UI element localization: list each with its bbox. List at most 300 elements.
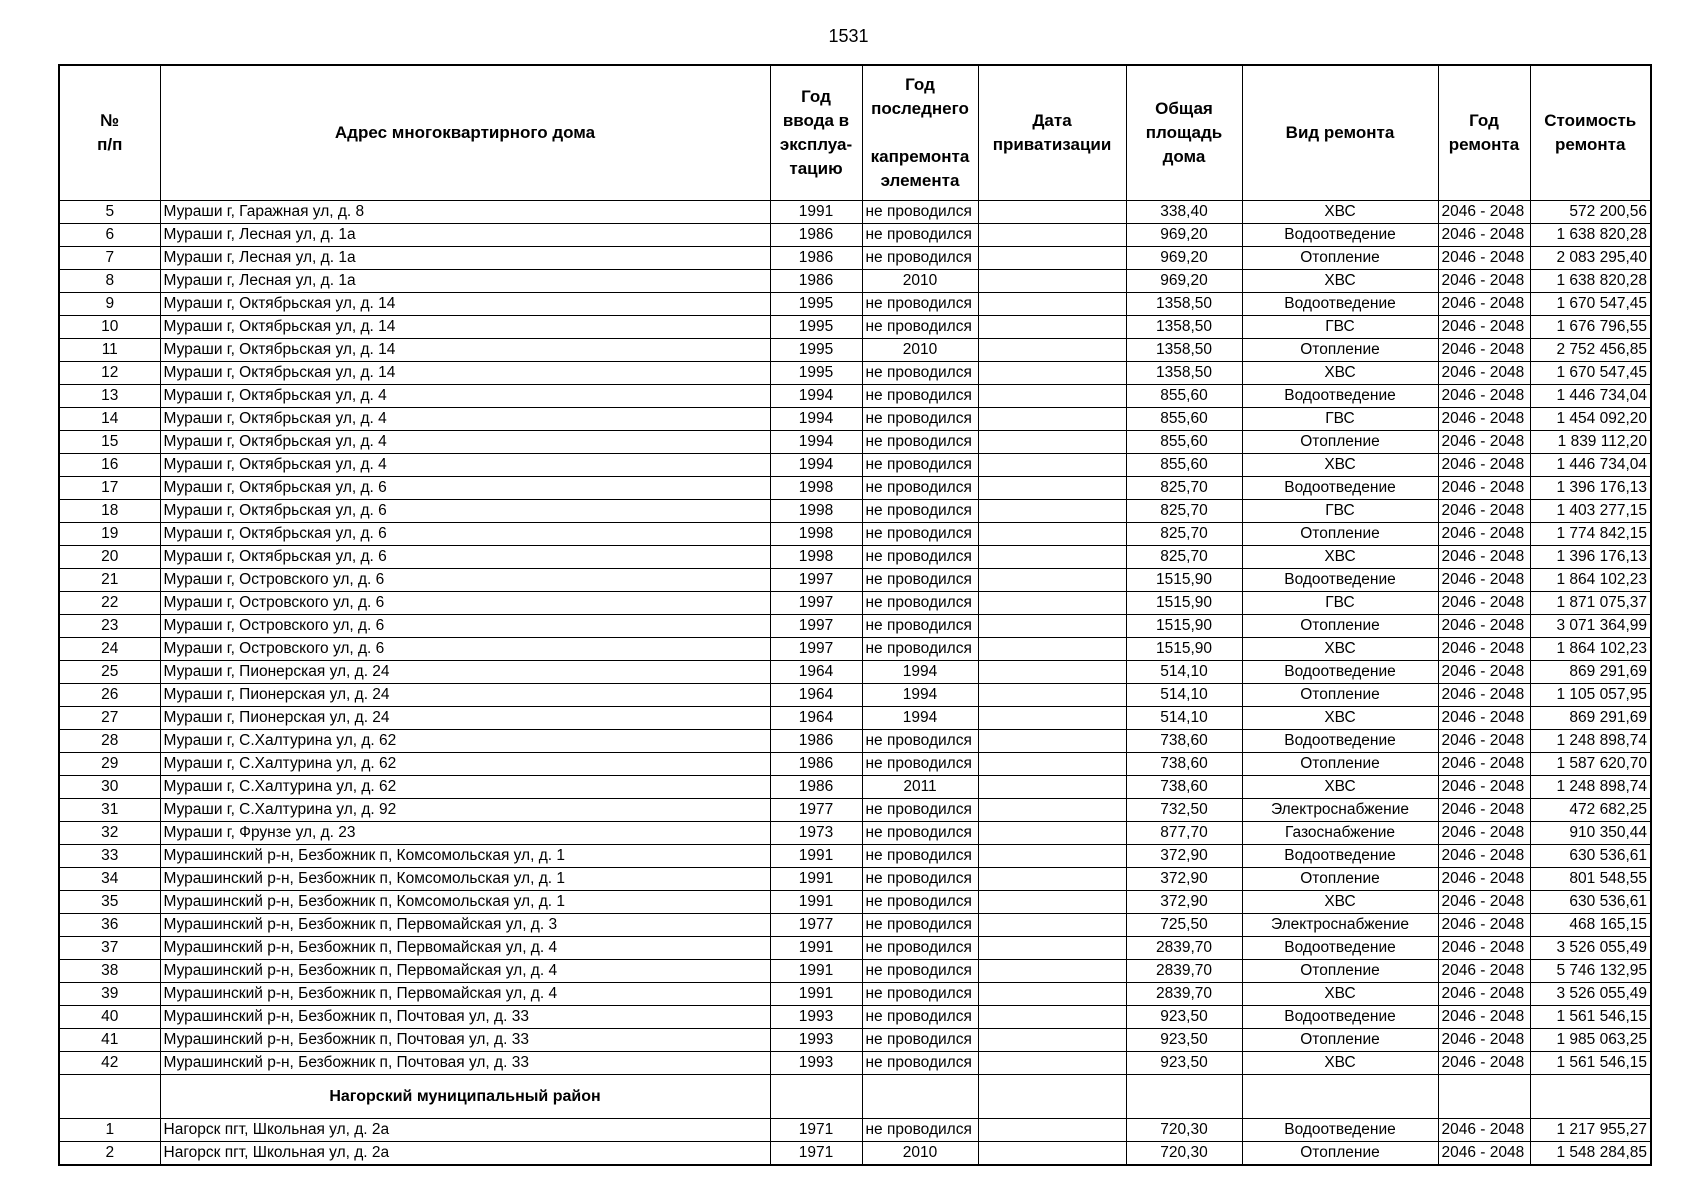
header-line: Год bbox=[905, 75, 935, 94]
row-repair-year: 2046 - 2048 bbox=[1438, 914, 1530, 937]
row-year-last-repair: не проводился bbox=[862, 247, 978, 270]
row-area: 1515,90 bbox=[1126, 592, 1242, 615]
table-row bbox=[59, 592, 1651, 615]
row-address: Мураши г, Фрунзе ул, д. 23 bbox=[160, 822, 770, 845]
row-number: 37 bbox=[59, 937, 160, 960]
row-address: Мураши г, Пионерская ул, д. 24 bbox=[160, 707, 770, 730]
row-cost: 1 446 734,04 bbox=[1530, 454, 1651, 477]
table-row bbox=[59, 1142, 1651, 1166]
row-privatization bbox=[978, 937, 1126, 960]
row-privatization bbox=[978, 500, 1126, 523]
row-number: 31 bbox=[59, 799, 160, 822]
row-cost: 2 083 295,40 bbox=[1530, 247, 1651, 270]
row-repair-year: 2046 - 2048 bbox=[1438, 707, 1530, 730]
row-year-commission: 1973 bbox=[770, 822, 862, 845]
row-number: 22 bbox=[59, 592, 160, 615]
row-repair-type: ГВС bbox=[1242, 408, 1438, 431]
row-repair-type: Отопление bbox=[1242, 615, 1438, 638]
row-repair-year: 2046 - 2048 bbox=[1438, 500, 1530, 523]
row-year-last-repair: не проводился bbox=[862, 592, 978, 615]
row-area: 855,60 bbox=[1126, 385, 1242, 408]
row-year-commission: 1997 bbox=[770, 638, 862, 661]
row-repair-type: ХВС bbox=[1242, 776, 1438, 799]
row-year-last-repair: не проводился bbox=[862, 454, 978, 477]
row-repair-year: 2046 - 2048 bbox=[1438, 1029, 1530, 1052]
header-line: п/п bbox=[97, 135, 123, 154]
row-repair-type: Водоотведение bbox=[1242, 224, 1438, 247]
row-address: Мураши г, С.Халтурина ул, д. 62 bbox=[160, 753, 770, 776]
row-repair-type: ХВС bbox=[1242, 546, 1438, 569]
row-year-last-repair: не проводился bbox=[862, 431, 978, 454]
row-repair-year: 2046 - 2048 bbox=[1438, 822, 1530, 845]
row-cost: 1 638 820,28 bbox=[1530, 224, 1651, 247]
row-cost: 1 217 955,27 bbox=[1530, 1119, 1651, 1142]
row-year-commission: 1977 bbox=[770, 914, 862, 937]
row-year-last-repair: не проводился bbox=[862, 546, 978, 569]
row-repair-type: Отопление bbox=[1242, 1142, 1438, 1166]
row-number: 42 bbox=[59, 1052, 160, 1075]
table-row bbox=[59, 684, 1651, 707]
row-area: 514,10 bbox=[1126, 707, 1242, 730]
row-repair-type: Водоотведение bbox=[1242, 1006, 1438, 1029]
row-cost: 572 200,56 bbox=[1530, 201, 1651, 224]
repair-register-table bbox=[58, 64, 1652, 1166]
row-privatization bbox=[978, 592, 1126, 615]
row-repair-type: Электроснабжение bbox=[1242, 799, 1438, 822]
row-number: 14 bbox=[59, 408, 160, 431]
table-row bbox=[59, 799, 1651, 822]
row-address: Мураши г, Октябрьская ул, д. 4 bbox=[160, 385, 770, 408]
header-privatization bbox=[978, 65, 1126, 201]
header-line: дома bbox=[1162, 147, 1206, 166]
header-line bbox=[866, 121, 975, 145]
row-privatization bbox=[978, 684, 1126, 707]
row-repair-year: 2046 - 2048 bbox=[1438, 799, 1530, 822]
table-row bbox=[59, 569, 1651, 592]
row-year-last-repair: не проводился bbox=[862, 201, 978, 224]
row-year-commission: 1991 bbox=[770, 937, 862, 960]
row-area: 720,30 bbox=[1126, 1142, 1242, 1166]
row-privatization bbox=[978, 293, 1126, 316]
row-repair-year: 2046 - 2048 bbox=[1438, 592, 1530, 615]
row-repair-type: Водоотведение bbox=[1242, 845, 1438, 868]
row-year-commission: 1998 bbox=[770, 523, 862, 546]
row-address: Мураши г, Островского ул, д. 6 bbox=[160, 615, 770, 638]
row-year-last-repair: 2010 bbox=[862, 270, 978, 293]
row-year-commission: 1991 bbox=[770, 845, 862, 868]
row-year-commission: 1993 bbox=[770, 1029, 862, 1052]
row-repair-type: Водоотведение bbox=[1242, 937, 1438, 960]
row-number: 9 bbox=[59, 293, 160, 316]
row-privatization bbox=[978, 799, 1126, 822]
header-year-commission bbox=[770, 65, 862, 201]
row-area: 923,50 bbox=[1126, 1029, 1242, 1052]
row-repair-year: 2046 - 2048 bbox=[1438, 983, 1530, 1006]
row-year-last-repair: 2010 bbox=[862, 339, 978, 362]
row-number: 20 bbox=[59, 546, 160, 569]
row-privatization bbox=[978, 845, 1126, 868]
table-body-nagorsk bbox=[59, 1119, 1651, 1166]
table-row bbox=[59, 247, 1651, 270]
row-repair-type: Отопление bbox=[1242, 523, 1438, 546]
row-number: 2 bbox=[59, 1142, 160, 1166]
table-row bbox=[59, 500, 1651, 523]
row-year-commission: 1991 bbox=[770, 983, 862, 1006]
row-cost: 1 561 546,15 bbox=[1530, 1006, 1651, 1029]
row-cost: 5 746 132,95 bbox=[1530, 960, 1651, 983]
header-line: Год bbox=[1469, 111, 1499, 130]
row-address: Мураши г, Лесная ул, д. 1а bbox=[160, 224, 770, 247]
row-year-last-repair: не проводился bbox=[862, 983, 978, 1006]
table-row bbox=[59, 546, 1651, 569]
row-cost: 869 291,69 bbox=[1530, 661, 1651, 684]
row-area: 2839,70 bbox=[1126, 983, 1242, 1006]
row-address: Мурашинский р-н, Безбожник п, Первомайская ул, д. 4 bbox=[160, 937, 770, 960]
row-repair-type: ХВС bbox=[1242, 201, 1438, 224]
row-year-commission: 1998 bbox=[770, 546, 862, 569]
row-year-commission: 1964 bbox=[770, 707, 862, 730]
header-line: приватизации bbox=[992, 135, 1112, 154]
row-area: 923,50 bbox=[1126, 1006, 1242, 1029]
row-number: 34 bbox=[59, 868, 160, 891]
row-year-last-repair: не проводился bbox=[862, 523, 978, 546]
row-address: Мурашинский р-н, Безбожник п, Почтовая ул, д. 33 bbox=[160, 1029, 770, 1052]
row-address: Мурашинский р-н, Безбожник п, Первомайская ул, д. 4 bbox=[160, 960, 770, 983]
row-address: Мураши г, Пионерская ул, д. 24 bbox=[160, 661, 770, 684]
row-cost: 1 587 620,70 bbox=[1530, 753, 1651, 776]
row-area: 1515,90 bbox=[1126, 569, 1242, 592]
row-address: Мураши г, Октябрьская ул, д. 14 bbox=[160, 293, 770, 316]
row-cost: 1 248 898,74 bbox=[1530, 776, 1651, 799]
row-privatization bbox=[978, 615, 1126, 638]
row-repair-year: 2046 - 2048 bbox=[1438, 1119, 1530, 1142]
table-row bbox=[59, 523, 1651, 546]
row-repair-type: ХВС bbox=[1242, 1052, 1438, 1075]
header-line: эксплуа- bbox=[779, 135, 853, 154]
header-line: № bbox=[100, 111, 120, 130]
table-row bbox=[59, 477, 1651, 500]
row-area: 855,60 bbox=[1126, 408, 1242, 431]
row-address: Мураши г, Октябрьская ул, д. 4 bbox=[160, 454, 770, 477]
row-repair-type: Водоотведение bbox=[1242, 1119, 1438, 1142]
row-address: Мураши г, Островского ул, д. 6 bbox=[160, 638, 770, 661]
header-line: Дата bbox=[1032, 111, 1072, 130]
row-repair-type: Электроснабжение bbox=[1242, 914, 1438, 937]
row-repair-year: 2046 - 2048 bbox=[1438, 891, 1530, 914]
row-area: 338,40 bbox=[1126, 201, 1242, 224]
row-repair-type: Водоотведение bbox=[1242, 661, 1438, 684]
row-repair-year: 2046 - 2048 bbox=[1438, 546, 1530, 569]
row-area: 1515,90 bbox=[1126, 615, 1242, 638]
row-repair-type: ХВС bbox=[1242, 270, 1438, 293]
row-repair-year: 2046 - 2048 bbox=[1438, 316, 1530, 339]
row-privatization bbox=[978, 822, 1126, 845]
row-year-commission: 1977 bbox=[770, 799, 862, 822]
row-repair-year: 2046 - 2048 bbox=[1438, 1006, 1530, 1029]
row-cost: 1 396 176,13 bbox=[1530, 546, 1651, 569]
row-number: 19 bbox=[59, 523, 160, 546]
row-area: 738,60 bbox=[1126, 776, 1242, 799]
row-year-last-repair: не проводился bbox=[862, 362, 978, 385]
row-number: 26 bbox=[59, 684, 160, 707]
header-line: Год bbox=[801, 87, 831, 106]
row-address: Мураши г, Островского ул, д. 6 bbox=[160, 569, 770, 592]
row-address: Мураши г, Октябрьская ул, д. 6 bbox=[160, 477, 770, 500]
row-cost: 869 291,69 bbox=[1530, 707, 1651, 730]
row-year-last-repair: не проводился bbox=[862, 822, 978, 845]
row-number: 36 bbox=[59, 914, 160, 937]
row-address: Мураши г, С.Халтурина ул, д. 62 bbox=[160, 776, 770, 799]
table-row bbox=[59, 845, 1651, 868]
row-address: Мурашинский р-н, Безбожник п, Комсомольская ул, д. 1 bbox=[160, 891, 770, 914]
row-number: 32 bbox=[59, 822, 160, 845]
row-year-commission: 1994 bbox=[770, 454, 862, 477]
row-year-last-repair: не проводился bbox=[862, 385, 978, 408]
row-privatization bbox=[978, 270, 1126, 293]
row-number: 33 bbox=[59, 845, 160, 868]
header-line: Вид ремонта bbox=[1285, 123, 1395, 142]
row-repair-year: 2046 - 2048 bbox=[1438, 293, 1530, 316]
row-repair-type: Отопление bbox=[1242, 431, 1438, 454]
row-year-commission: 1995 bbox=[770, 316, 862, 339]
row-repair-type: Водоотведение bbox=[1242, 385, 1438, 408]
header-line: Адрес многоквартирного дома bbox=[334, 123, 596, 142]
row-number: 40 bbox=[59, 1006, 160, 1029]
row-address: Мураши г, Октябрьская ул, д. 14 bbox=[160, 362, 770, 385]
table-row bbox=[59, 960, 1651, 983]
row-number: 21 bbox=[59, 569, 160, 592]
row-area: 720,30 bbox=[1126, 1119, 1242, 1142]
table-row bbox=[59, 638, 1651, 661]
header-line: площадь bbox=[1145, 123, 1223, 142]
row-cost: 1 638 820,28 bbox=[1530, 270, 1651, 293]
row-number: 17 bbox=[59, 477, 160, 500]
row-cost: 1 985 063,25 bbox=[1530, 1029, 1651, 1052]
row-repair-type: ХВС bbox=[1242, 983, 1438, 1006]
row-cost: 1 454 092,20 bbox=[1530, 408, 1651, 431]
header-line: Стоимость bbox=[1544, 111, 1637, 130]
row-number: 10 bbox=[59, 316, 160, 339]
row-address: Мураши г, С.Халтурина ул, д. 62 bbox=[160, 730, 770, 753]
row-address: Мураши г, Пионерская ул, д. 24 bbox=[160, 684, 770, 707]
table-row bbox=[59, 362, 1651, 385]
row-repair-year: 2046 - 2048 bbox=[1438, 224, 1530, 247]
header-line: ремонта bbox=[1448, 135, 1520, 154]
row-year-commission: 1998 bbox=[770, 500, 862, 523]
row-repair-type: Отопление bbox=[1242, 339, 1438, 362]
row-year-last-repair: не проводился bbox=[862, 500, 978, 523]
row-privatization bbox=[978, 224, 1126, 247]
row-area: 855,60 bbox=[1126, 454, 1242, 477]
row-repair-year: 2046 - 2048 bbox=[1438, 339, 1530, 362]
row-year-last-repair: не проводился bbox=[862, 1052, 978, 1075]
table-row bbox=[59, 753, 1651, 776]
row-repair-year: 2046 - 2048 bbox=[1438, 684, 1530, 707]
table-row bbox=[59, 937, 1651, 960]
row-privatization bbox=[978, 523, 1126, 546]
row-area: 877,70 bbox=[1126, 822, 1242, 845]
row-address: Мураши г, Октябрьская ул, д. 14 bbox=[160, 339, 770, 362]
row-area: 1358,50 bbox=[1126, 362, 1242, 385]
row-cost: 1 774 842,15 bbox=[1530, 523, 1651, 546]
row-year-commission: 1991 bbox=[770, 868, 862, 891]
row-year-commission: 1964 bbox=[770, 684, 862, 707]
row-year-commission: 1986 bbox=[770, 730, 862, 753]
row-year-commission: 1994 bbox=[770, 408, 862, 431]
row-year-last-repair: не проводился bbox=[862, 408, 978, 431]
table-row bbox=[59, 776, 1651, 799]
row-repair-type: ХВС bbox=[1242, 638, 1438, 661]
row-area: 2839,70 bbox=[1126, 937, 1242, 960]
table-body-murashi bbox=[59, 201, 1651, 1075]
row-year-last-repair: не проводился bbox=[862, 638, 978, 661]
row-privatization bbox=[978, 339, 1126, 362]
table-row bbox=[59, 201, 1651, 224]
row-year-last-repair: не проводился bbox=[862, 316, 978, 339]
row-year-last-repair: 1994 bbox=[862, 684, 978, 707]
row-area: 969,20 bbox=[1126, 270, 1242, 293]
row-area: 825,70 bbox=[1126, 523, 1242, 546]
row-address: Мураши г, Октябрьская ул, д. 6 bbox=[160, 500, 770, 523]
row-number: 18 bbox=[59, 500, 160, 523]
row-privatization bbox=[978, 707, 1126, 730]
row-area: 372,90 bbox=[1126, 868, 1242, 891]
row-area: 514,10 bbox=[1126, 661, 1242, 684]
row-repair-type: ХВС bbox=[1242, 362, 1438, 385]
row-privatization bbox=[978, 983, 1126, 1006]
row-area: 825,70 bbox=[1126, 477, 1242, 500]
row-cost: 472 682,25 bbox=[1530, 799, 1651, 822]
row-number: 27 bbox=[59, 707, 160, 730]
header-area bbox=[1126, 65, 1242, 201]
table-header bbox=[59, 65, 1651, 201]
row-year-last-repair: не проводился bbox=[862, 845, 978, 868]
row-privatization bbox=[978, 960, 1126, 983]
row-number: 25 bbox=[59, 661, 160, 684]
row-area: 2839,70 bbox=[1126, 960, 1242, 983]
row-address: Нагорск пгт, Школьная ул, д. 2а bbox=[160, 1119, 770, 1142]
row-number: 11 bbox=[59, 339, 160, 362]
row-year-last-repair: не проводился bbox=[862, 868, 978, 891]
table-row bbox=[59, 822, 1651, 845]
row-repair-type: ГВС bbox=[1242, 316, 1438, 339]
row-repair-type: Водоотведение bbox=[1242, 730, 1438, 753]
row-privatization bbox=[978, 546, 1126, 569]
row-area: 725,50 bbox=[1126, 914, 1242, 937]
row-address: Мурашинский р-н, Безбожник п, Первомайская ул, д. 3 bbox=[160, 914, 770, 937]
row-repair-year: 2046 - 2048 bbox=[1438, 408, 1530, 431]
row-year-commission: 1998 bbox=[770, 477, 862, 500]
row-cost: 1 670 547,45 bbox=[1530, 293, 1651, 316]
row-privatization bbox=[978, 753, 1126, 776]
row-year-commission: 1993 bbox=[770, 1006, 862, 1029]
row-cost: 910 350,44 bbox=[1530, 822, 1651, 845]
row-year-last-repair: не проводился bbox=[862, 753, 978, 776]
row-privatization bbox=[978, 247, 1126, 270]
row-year-commission: 1991 bbox=[770, 960, 862, 983]
row-year-last-repair: 2010 bbox=[862, 1142, 978, 1166]
row-repair-type: Отопление bbox=[1242, 1029, 1438, 1052]
table-row bbox=[59, 707, 1651, 730]
row-cost: 1 105 057,95 bbox=[1530, 684, 1651, 707]
table-row bbox=[59, 661, 1651, 684]
row-repair-type: ХВС bbox=[1242, 454, 1438, 477]
table-row bbox=[59, 1029, 1651, 1052]
table-row bbox=[59, 983, 1651, 1006]
row-address: Нагорск пгт, Школьная ул, д. 2а bbox=[160, 1142, 770, 1166]
row-year-commission: 1995 bbox=[770, 293, 862, 316]
row-repair-year: 2046 - 2048 bbox=[1438, 1142, 1530, 1166]
table-row bbox=[59, 431, 1651, 454]
row-year-commission: 1994 bbox=[770, 385, 862, 408]
row-area: 855,60 bbox=[1126, 431, 1242, 454]
table-row bbox=[59, 868, 1651, 891]
row-year-last-repair: не проводился bbox=[862, 224, 978, 247]
row-year-commission: 1986 bbox=[770, 753, 862, 776]
table-row bbox=[59, 1052, 1651, 1075]
row-privatization bbox=[978, 385, 1126, 408]
table-row bbox=[59, 454, 1651, 477]
row-number: 16 bbox=[59, 454, 160, 477]
row-number: 5 bbox=[59, 201, 160, 224]
header-year-last-repair bbox=[862, 65, 978, 201]
row-address: Мурашинский р-н, Безбожник п, Почтовая ул, д. 33 bbox=[160, 1052, 770, 1075]
header-line: элемента bbox=[880, 171, 960, 190]
row-cost: 1 670 547,45 bbox=[1530, 362, 1651, 385]
page-number: 1531 bbox=[828, 26, 869, 46]
row-year-commission: 1986 bbox=[770, 224, 862, 247]
row-cost: 1 864 102,23 bbox=[1530, 638, 1651, 661]
row-address: Мураши г, С.Халтурина ул, д. 92 bbox=[160, 799, 770, 822]
row-year-commission: 1993 bbox=[770, 1052, 862, 1075]
header-line: тацию bbox=[789, 159, 843, 178]
header-repair-type bbox=[1242, 65, 1438, 201]
row-year-last-repair: не проводился bbox=[862, 937, 978, 960]
row-repair-year: 2046 - 2048 bbox=[1438, 201, 1530, 224]
row-number: 35 bbox=[59, 891, 160, 914]
row-area: 372,90 bbox=[1126, 845, 1242, 868]
row-year-last-repair: 1994 bbox=[862, 707, 978, 730]
row-area: 1358,50 bbox=[1126, 339, 1242, 362]
row-number: 1 bbox=[59, 1119, 160, 1142]
row-cost: 3 526 055,49 bbox=[1530, 937, 1651, 960]
header-address bbox=[160, 65, 770, 201]
row-year-last-repair: не проводился bbox=[862, 569, 978, 592]
row-year-last-repair: не проводился bbox=[862, 477, 978, 500]
row-repair-year: 2046 - 2048 bbox=[1438, 569, 1530, 592]
row-repair-year: 2046 - 2048 bbox=[1438, 845, 1530, 868]
row-number: 12 bbox=[59, 362, 160, 385]
table-row bbox=[59, 293, 1651, 316]
row-cost: 1 248 898,74 bbox=[1530, 730, 1651, 753]
row-repair-type: ГВС bbox=[1242, 500, 1438, 523]
row-cost: 1 839 112,20 bbox=[1530, 431, 1651, 454]
row-area: 923,50 bbox=[1126, 1052, 1242, 1075]
header-line: Общая bbox=[1155, 99, 1213, 118]
row-year-last-repair: не проводился bbox=[862, 960, 978, 983]
row-year-commission: 1995 bbox=[770, 362, 862, 385]
row-repair-year: 2046 - 2048 bbox=[1438, 937, 1530, 960]
row-year-commission: 1991 bbox=[770, 201, 862, 224]
row-number: 15 bbox=[59, 431, 160, 454]
row-repair-year: 2046 - 2048 bbox=[1438, 477, 1530, 500]
row-number: 6 bbox=[59, 224, 160, 247]
row-repair-year: 2046 - 2048 bbox=[1438, 1052, 1530, 1075]
row-year-commission: 1971 bbox=[770, 1119, 862, 1142]
row-year-commission: 1997 bbox=[770, 592, 862, 615]
row-cost: 1 864 102,23 bbox=[1530, 569, 1651, 592]
header-line: последнего bbox=[871, 99, 969, 118]
